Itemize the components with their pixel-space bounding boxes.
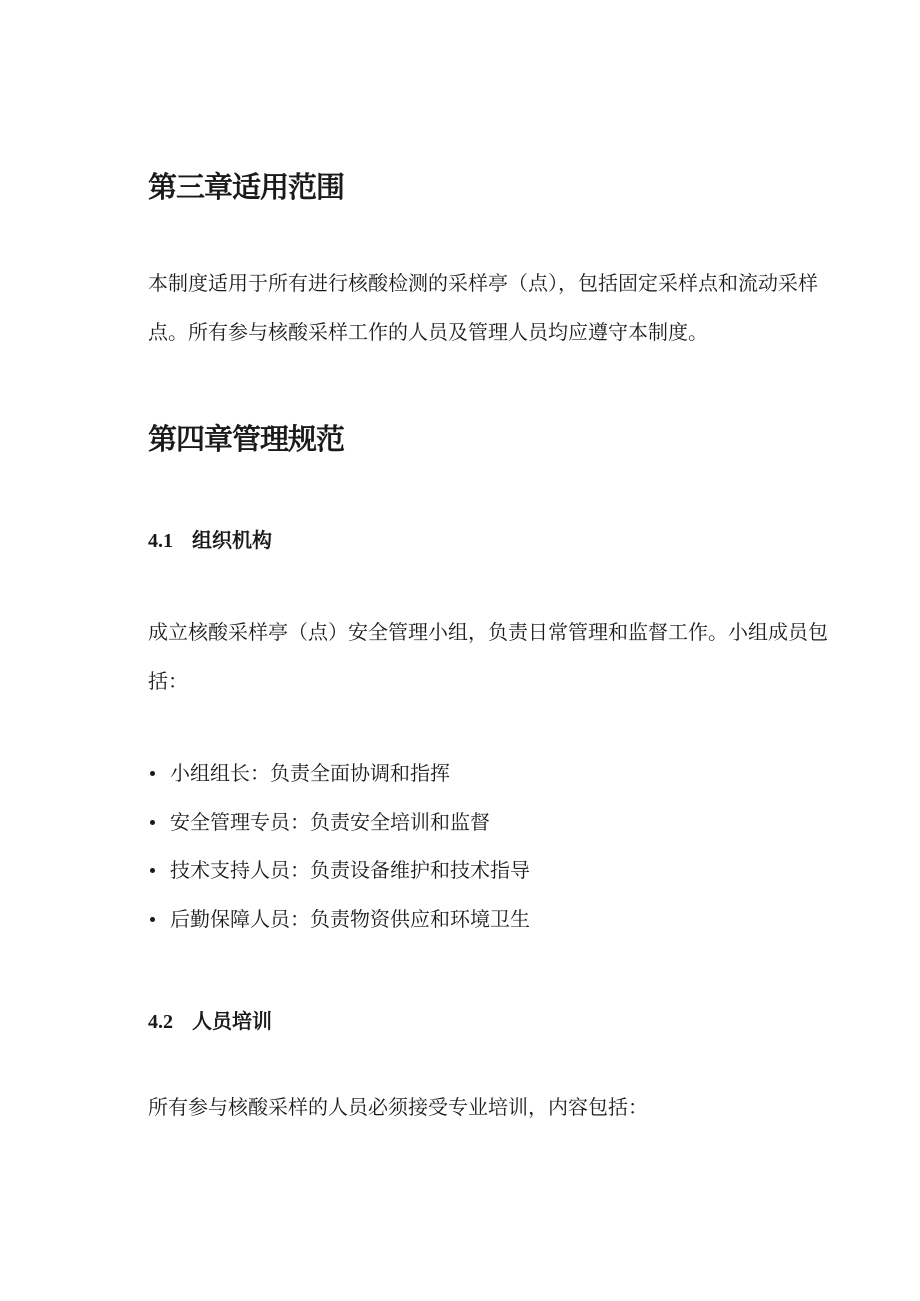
section-4-2-number: 4.2 [148, 1011, 173, 1033]
chapter-3-title: 第三章适用范围 [148, 170, 345, 204]
bullet-icon [150, 771, 155, 776]
members-list [148, 753, 530, 947]
list-item [148, 850, 530, 899]
section-4-1-title [148, 525, 272, 556]
list-item-text: 小组组长：负责全面协调和指挥 [170, 761, 450, 785]
list-item [148, 753, 530, 802]
bullet-icon [150, 917, 155, 922]
list-item-text: 后勤保障人员：负责物资供应和环境卫生 [170, 906, 530, 931]
section-4-1-paragraph: 成立核酸采样亭（点）安全管理小组，负责日常管理和监督工作。小组成员包括： [148, 620, 828, 693]
list-item [148, 802, 530, 851]
section-4-2-paragraph: 所有参与核酸采样的人员必须接受专业培训，内容包括： [148, 1095, 648, 1119]
bullet-icon [150, 868, 155, 873]
list-item-text: 技术支持人员：负责设备维护和技术指导 [170, 858, 530, 882]
section-4-1-number: 4.1 [148, 530, 173, 552]
section-4-2-label: 人员培训 [192, 1009, 272, 1033]
chapter-3-paragraph: 本制度适用于所有进行核酸检测的采样亭（点），包括固定采样点和流动采样点。所有参与核酸采样工作的人员及管理人员均应遵守本制度。 [148, 271, 818, 344]
bullet-icon [150, 820, 155, 825]
list-item-text: 安全管理专员：负责安全培训和监督 [170, 809, 490, 834]
section-4-2-title [148, 1006, 272, 1037]
chapter-4-title: 第四章管理规范 [148, 422, 345, 456]
section-4-1-label: 组织机构 [192, 528, 272, 552]
list-item [148, 899, 530, 948]
